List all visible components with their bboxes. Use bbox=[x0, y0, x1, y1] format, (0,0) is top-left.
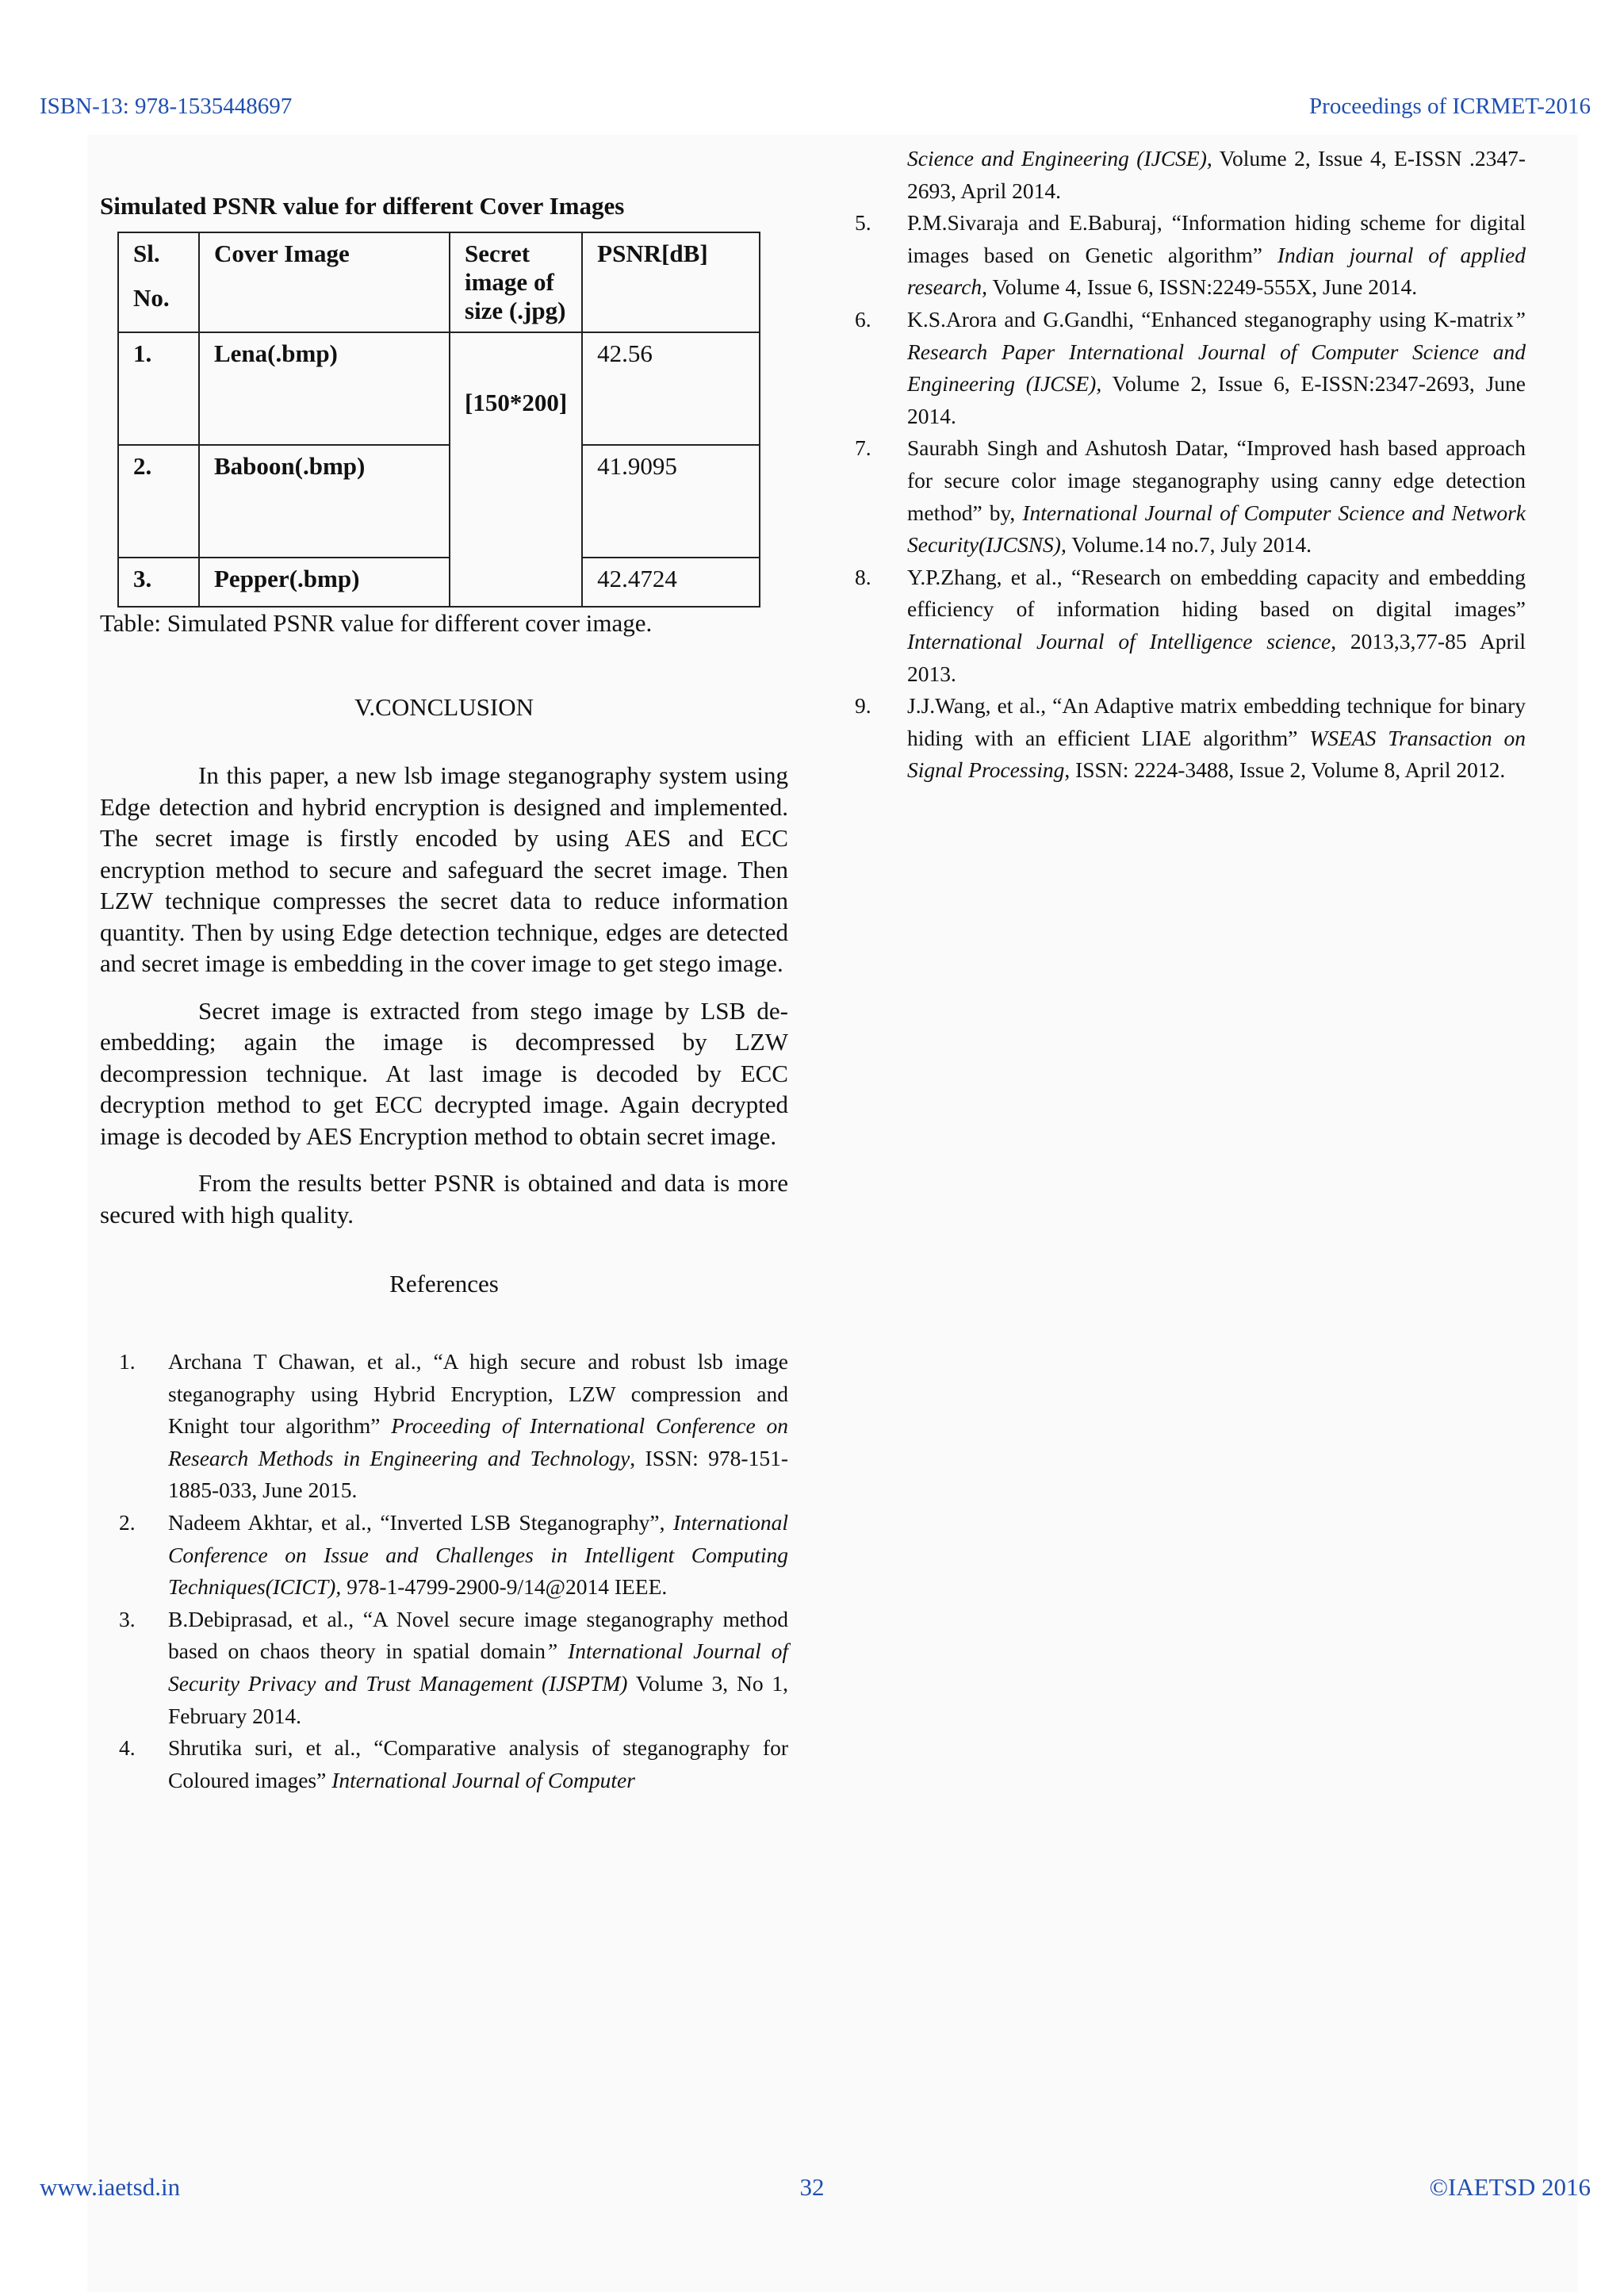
header-cover-image: Cover Image bbox=[199, 232, 450, 332]
header-secret-image: Secret image of size (.jpg) bbox=[450, 232, 582, 332]
footer-website: www.iaetsd.in bbox=[40, 2173, 181, 2201]
cell-cover: Baboon(.bmp) bbox=[199, 445, 450, 558]
reference-item: 7. Saurabh Singh and Ashutosh Datar, “Improved hash based approach for secure color image steganography using canny edge detection method” by, International Journal of Computer Science and Network Security(IJCSNS), Volume.14 no.7, July 2014. bbox=[855, 435, 1526, 558]
reference-item: 8. Y.P.Zhang, et al., “Research on embedding capacity and embedding efficiency of information hiding based on digital images” International Journal of Intelligence science, 2013,3,77-85 April 2013. bbox=[855, 564, 1526, 686]
cell-sl: 1. bbox=[118, 332, 199, 445]
reference-item: 1. Archana T Chawan, et al., “A high secure and robust lsb image steganography using Hybrid Encryption, LZW compression and Knight tour algorithm” Proceeding of International Conference on Research Methods in Engineering and Technology, ISSN: 978-151-1885-033, June 2015. bbox=[119, 1349, 789, 1503]
left-column bbox=[100, 182, 788, 1796]
conclusion-heading: V.CONCLUSION bbox=[354, 693, 534, 721]
header-sl-no: Sl. No. bbox=[118, 232, 199, 332]
reference-item: 3. B.Debiprasad, et al., “A Novel secure image steganography method based on chaos theory in spatial domain” International Journal of Security Privacy and Trust Management (IJSPTM) Volume 3, No 1, February 2014. bbox=[119, 1606, 788, 1728]
conclusion-paragraph: In this paper, a new lsb image steganography system using Edge detection and hybrid encryption is designed and implemented. The secret image is firstly encoded by using AES and ECC encryption method to secure and safeguard the secret image. Then LZW technique compresses the secret data to reduce information quantity. Then by using Edge detection technique, edges are detected and secret image is embedding in the cover image to get stego image. bbox=[100, 761, 788, 977]
header-psnr: PSNR[dB] bbox=[582, 232, 760, 332]
reference-item: 9. J.J.Wang, et al., “An Adaptive matrix embedding technique for binary hiding with an efficient LIAE algorithm” WSEAS Transaction on Signal Processing, ISSN: 2224-3488, Issue 2, Volume 8, April 2012. bbox=[855, 693, 1526, 783]
cell-cover: Pepper(.bmp) bbox=[199, 558, 450, 607]
table-title: Simulated PSNR value for different Cover Images bbox=[100, 192, 625, 220]
cell-sl: 2. bbox=[118, 445, 199, 558]
table-header-row bbox=[118, 232, 760, 332]
psnr-table bbox=[117, 232, 760, 608]
header-proceedings: Proceedings of ICRMET-2016 bbox=[1309, 94, 1591, 119]
cell-psnr: 42.4724 bbox=[582, 558, 760, 607]
reference-item: 4. Shrutika suri, et al., “Comparative analysis of steganography for Coloured images” International Journal of Computer bbox=[119, 1735, 788, 1792]
conclusion-paragraph: From the results better PSNR is obtained and data is more secured with high quality. bbox=[100, 1169, 788, 1228]
footer-page-number: 32 bbox=[799, 2173, 825, 2201]
table-row bbox=[118, 558, 760, 607]
table-row bbox=[118, 332, 760, 445]
right-column bbox=[855, 143, 1526, 787]
cell-psnr: 41.9095 bbox=[582, 445, 760, 558]
reference-continuation: Science and Engineering (IJCSE), Volume 2, Issue 4, E-ISSN .2347-2693, April 2014. bbox=[907, 146, 1526, 203]
cell-sl: 3. bbox=[118, 558, 199, 607]
cell-cover: Lena(.bmp) bbox=[199, 332, 450, 445]
references-heading: References bbox=[389, 1270, 499, 1297]
reference-item: 2. Nadeem Akhtar, et al., “Inverted LSB Steganography”, International Conference on Issue and Challenges in Intelligent Computing Techniques(ICICT), 978-1-4799-2900-9/14@2014 IEEE. bbox=[119, 1509, 788, 1600]
table-row bbox=[118, 445, 760, 558]
header-isbn: ISBN-13: 978-1535448697 bbox=[40, 94, 293, 119]
conclusion-paragraph: Secret image is extracted from stego image by LSB de-embedding; again the image is decompressed by LZW decompression technique. At last image is decoded by ECC decryption method to get ECC decrypted image. Again decrypted image is decoded by AES Encryption method to obtain secret image. bbox=[100, 996, 788, 1150]
cell-psnr: 42.56 bbox=[582, 332, 760, 445]
table-caption: Table: Simulated PSNR value for different cover image. bbox=[100, 609, 653, 637]
reference-item: 6. K.S.Arora and G.Gandhi, “Enhanced steganography using K-matrix” Research Paper International Journal of Computer Science and Engineering (IJCSE), Volume 2, Issue 6, E-ISSN:2347-2693, June 2014. bbox=[855, 306, 1526, 428]
cell-secret-size: [150*200] bbox=[450, 332, 582, 607]
reference-item: 5. P.M.Sivaraja and E.Baburaj, “Information hiding scheme for digital images based on Genetic algorithm” Indian journal of applied research, Volume 4, Issue 6, ISSN:2249-555X, June 2014. bbox=[855, 210, 1526, 300]
footer-copyright: ©IAETSD 2016 bbox=[1429, 2173, 1591, 2201]
